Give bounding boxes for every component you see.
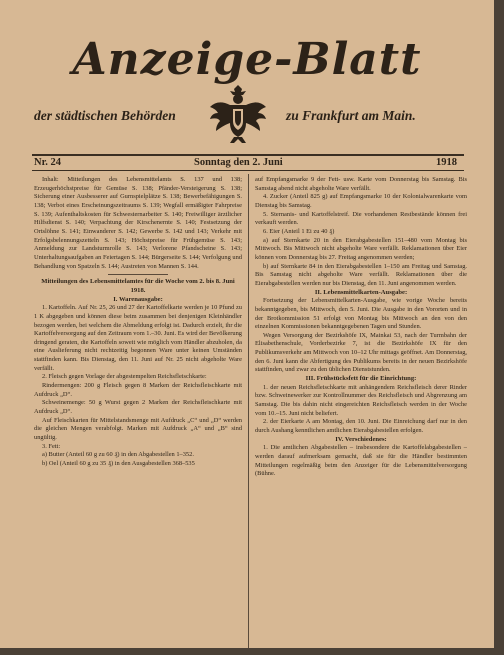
subheading-verschiedenes: IV. Verschiedenes:	[335, 435, 387, 443]
column-divider	[248, 174, 249, 648]
section-heading: Mitteilungen des Lebensmittelamtes für die Woche vom 2. bis 8. Juni 1918.	[41, 278, 235, 294]
paragraph-fett: 3. Fett:	[42, 442, 61, 450]
right-column	[255, 176, 467, 479]
paragraph-schweinemenge: Schweinemenge: 50 g Wurst gegen 2 Marken der Reichsfleischkarte mit Aufdruck „D“.	[34, 399, 242, 416]
masthead-subtitle-left: der städtischen Behörden	[34, 108, 176, 123]
paragraph-eier: 6. Eier (Anteil 1 Ei zu 40 ₰)	[263, 227, 335, 235]
header-rule-bottom	[32, 170, 464, 171]
paragraph-oel: b) Oel (Anteil 60 g zu 35 ₰) in den Ausgabestellen 368–535	[42, 460, 195, 467]
masthead-title: Anzeige-Blatt	[72, 34, 422, 85]
paragraph-kartoffeln: 1. Kartoffeln. Auf Nr. 25, 26 und 27 der Kartoffelkarte werden je 10 Pfund zu 1 K abgegeben und können diese beim zusammen bei denjenigen Kleinhändler bezogen werden, bei welchem die Abmeldung erfolgt ist. Dadurch erzielt, ihr die Kartoffelversorgung auf den Zeitraum vom 1.–30. Juni. Es wird der Bevölkerung dringend geraten, die Kartoffeln soweit wie möglich vom Händler abzuholen, da eine Auslieferung nicht rechtzeitig begonnen Ware unter keinen Umständen stattfinden kann. Bis Dienstag, den 11. Juni auf Nr. 25 nicht abgeholte Ware verfällt.	[34, 304, 242, 372]
issue-number: Nr. 24	[34, 157, 62, 168]
table-of-contents: Inhalt: Mitteilungen des Lebensmittelamts S. 137 und 138; Erzeugerhöchstpreise für Gemüse S. 138; Pfänder-Versteigerung S. 138; Sicherung einer Ausbesserer auf Gurnspielplätze S. 138; Bewerbefähigungen S. 138; Verbot eines Erscheinungszeitraums S. 139; Wegfall ermäßigter Fahrpreise S. 139; Aufenthaltskosten für Schwesternarbeiter S. 140; Freiwilliger ärztlicher Hilfsdienst S. 140; Verpachtung der Kirschenernte S. 140; Festsetzung der Ortslöhne S. 141; Einwanderer S. 142; Gewerbe S. 142 und 143; Verkehr mit Erfolgsbelennungszetteln S. 143; Höchstpreise für Frühgemüse S. 143; Anmeldung zur Landsturmrolle S. 143; Verlorene Pfandscheine S. 143; Unterhaltungsaufgaben an Feiertagen S. 144; Bürgerseite S. 144; Verfolgung und Behandlung von Spatzeln S. 144; Austreten von Mannen S. 144.	[34, 176, 242, 270]
paragraph-sternanis: 5. Sternanis- und Kartoffelstreif. Die vorhandenen Restbestände können frei verkauft werden.	[255, 210, 467, 227]
subheading-einreichung: III. Frühstücksfett für die Einrichtung:	[305, 375, 417, 383]
masthead-subtitle-right: zu Frankfurt am Main.	[286, 108, 416, 123]
paragraph-eier-b: b) auf Sternkarte 84 in den Eierabgabestellen 1–150 am Freitag und Samstag. Bis Samstag nicht abgeholte Ware verfällt. Reklamationen über die Eierabgabestellen werden nur bis Dienstag, den 11. Juni angenommen werden.	[255, 262, 467, 287]
scan-edge-right	[494, 0, 504, 655]
paragraph-zucker: 4. Zucker (Anteil 825 g) auf Empfangsmarke 10 der Kolonialwarenkarte vom Dienstag bis Samstag.	[255, 193, 467, 209]
paragraph-eierkarte: 2. der Eierkarte A am Montag, den 10. Juni. Die Einreichung darf nur in den durch Aushang kenntlichen amtlichen Eierabgabestellen erfolgen.	[255, 418, 467, 435]
paragraph-rindermengen: Rindermengen: 200 g Fleisch gegen 8 Marken der Reichsfleischkarte mit Aufdruck „D“.	[34, 382, 242, 398]
left-column	[34, 176, 242, 469]
paragraph-bezirkshoefe: Wegen Versorgung der Bezirkshöfe IX, Mainkai 53, nach der Turmbahn der Elisabethenschule, Vorderbezirke 7, ist die Bezirkshöfe IX für den Publikumsverkehr am Mittwoch von 10–12 Uhr mittags geöffnet. Am Donnerstag, den 6. Juni kann die Abfertigung des Publikums bereits in der neuen Bezirkshöfe stattfinden, und zwar zu den üblichen Dienststunden.	[255, 331, 467, 374]
paragraph-empfangsmarke: auf Empfangsmarke 9 der Fett- usw. Karte vom Donnerstag bis Samstag. Bis Samstag abend nicht abgeholte Ware verfällt.	[255, 176, 467, 192]
scan-edge-bottom	[0, 648, 504, 655]
issue-year: 1918	[436, 157, 457, 168]
issue-date: Sonntag den 2. Juni	[194, 157, 283, 168]
paragraph-fortsetzung: Fortsetzung der Lebensmittelkarten-Ausgabe, wie vorige Woche bereits bekanntgegeben, bis Mittwoch, den 5. Juni. Die Ausgabe in den Vororten und in der Brotkommission 51 erfolgt von Montag bis Mittwoch an den von den einzelnen Kommissionen bekanntgegebenen Tagen und Stunden.	[255, 297, 467, 331]
eagle-emblem-icon	[208, 83, 268, 145]
paragraph-mittelstand: Auf Fleischkarten für Mittelstandsmenge mit Aufdruck „C“ und „D“ werden die gleichen Mengen verabfolgt. Marken mit Aufdruck „A“ und „B“ sind ungültig.	[34, 416, 242, 442]
paragraph-eier-a: a) auf Sternkarte 20 in den Eierabgabestellen 151–480 vom Montag bis Mittwoch. Bis Mittwoch nicht abgeholte Ware verfällt. Reklamationen über Eier können vom Donnerstag bis 27. Freitag angenommen werden;	[255, 236, 467, 261]
paragraph-reichsfleischkarte: 1. der neuen Reichsfleischkarte mit anhängendem Reichsfleisch derer Rinder bzw. Schweinewerker zur Kontrollnummer des Reichsfleisch und Abgrenzung am Samstag. Die bis dahin nicht eingereichten Reichsfleisch werden in der Woche vom 10.–15. Juni nicht beliefert.	[255, 383, 467, 417]
header-rule-top	[32, 154, 464, 156]
paragraph-abgabestellen: 1. Die amtlichen Abgabestellen – insbesondere die Kartoffelabgabestellen – werden darauf aufmerksam gemacht, daß sie für die Händler bestimmten Mitteilungen regelmäßig beim den Anzeiger für die Lebensmittelversorgung (Bühne.	[255, 444, 467, 478]
subheading-warenausgabe: I. Warenausgabe:	[113, 295, 163, 303]
section-divider	[108, 274, 168, 275]
paragraph-fleisch: 2. Fleisch gegen Vorlage der abgestempelten Reichsfleischkarte:	[42, 373, 207, 381]
subheading-kartenausgabe: II. Lebensmittelkarten-Ausgabe:	[314, 288, 408, 296]
paragraph-butter: a) Butter (Anteil 60 g zu 60 ₰) in den Abgabestellen 1–352.	[42, 451, 194, 459]
